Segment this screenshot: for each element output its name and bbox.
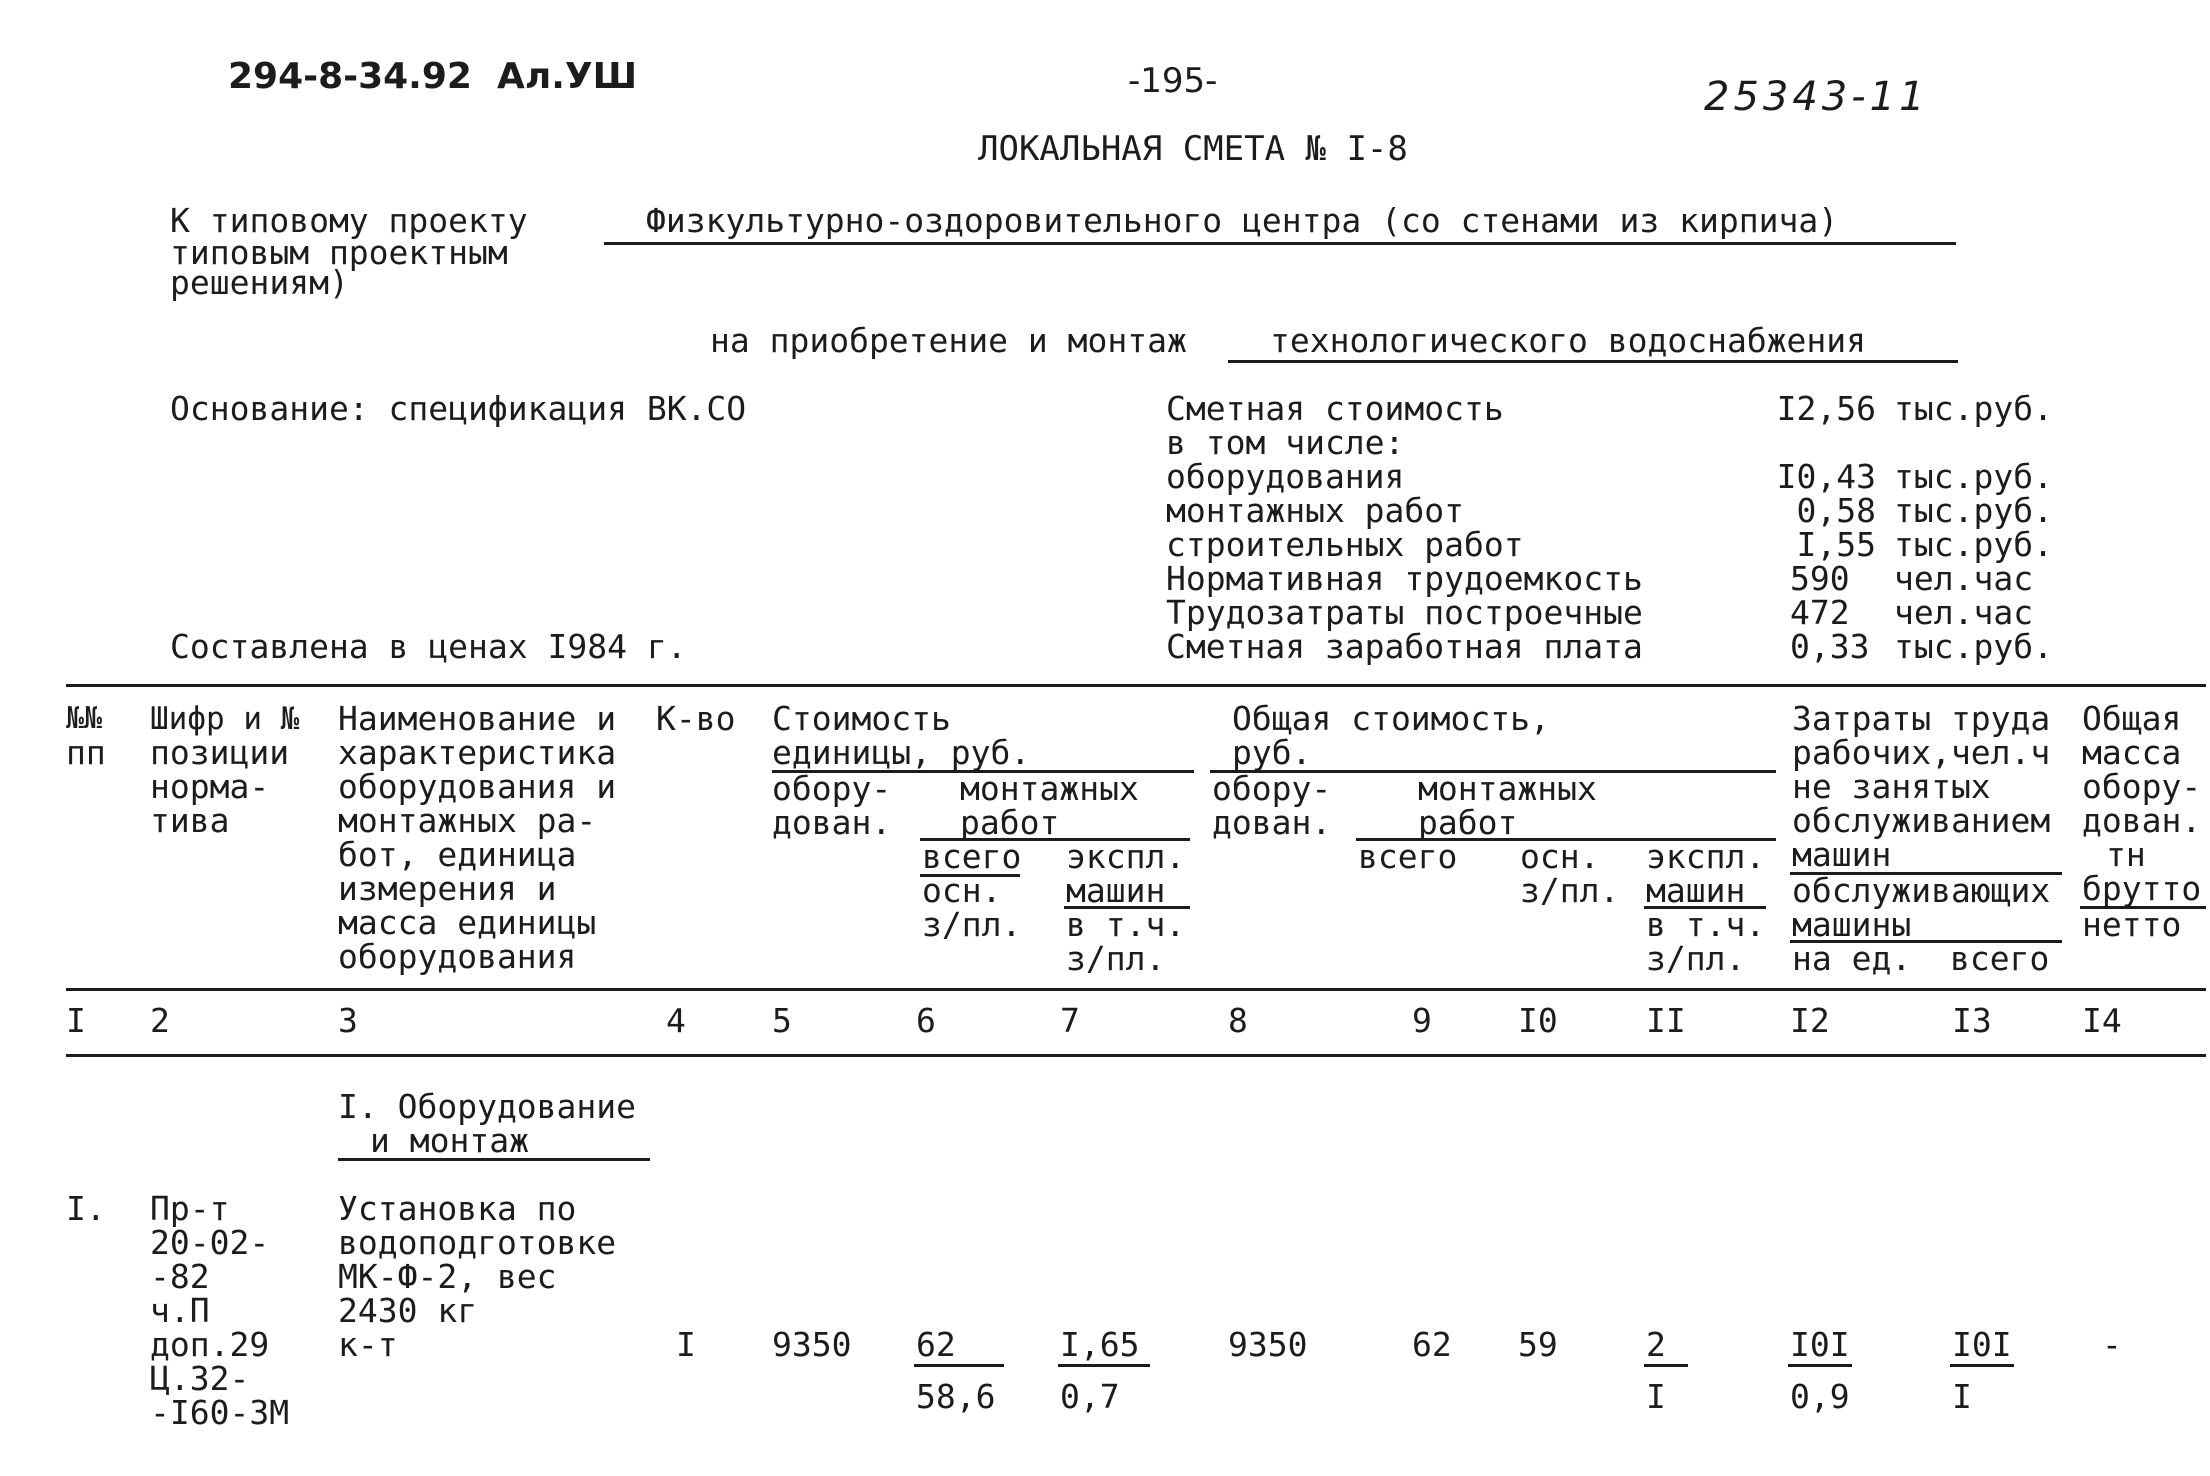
row-total-base-wage: 59 bbox=[1518, 1325, 1558, 1364]
col-number: 9 bbox=[1412, 1001, 1432, 1040]
col-number: I bbox=[66, 1001, 86, 1040]
header-unit-cost: единицы, руб. bbox=[772, 733, 1031, 772]
header-labor-per-unit: на ед. bbox=[1792, 939, 1912, 978]
col-number: 8 bbox=[1228, 1001, 1248, 1040]
row-code: Ц.32- bbox=[150, 1359, 250, 1398]
header-mass: нетто bbox=[2082, 905, 2182, 944]
cost-value: I2,56 bbox=[1776, 389, 1876, 428]
col-number: II bbox=[1646, 1001, 1686, 1040]
cost-unit: тыс.руб. bbox=[1894, 389, 2053, 428]
header-labor: обслуживанием bbox=[1792, 801, 2051, 840]
col-number: 3 bbox=[338, 1001, 358, 1040]
header-unit-mount-total: всего bbox=[922, 837, 1022, 876]
header-labor: не занятых bbox=[1792, 767, 1991, 806]
header-name: измерения и bbox=[338, 869, 557, 908]
project-name: Физкультурно-оздоровительного центра (со стенами из кирпича) bbox=[646, 201, 1839, 240]
cost-value: I,55 bbox=[1796, 525, 1876, 564]
purpose-label: на приобретение и монтаж bbox=[710, 321, 1187, 360]
row-code: -82 bbox=[150, 1257, 210, 1296]
col-number: 2 bbox=[150, 1001, 170, 1040]
section-title: I. Оборудование bbox=[338, 1087, 637, 1126]
header-total-mount-base: з/пл. bbox=[1520, 871, 1620, 910]
header-name: монтажных ра- bbox=[338, 801, 597, 840]
header-unit-mounting: работ bbox=[960, 803, 1060, 842]
header-name: оборудования и bbox=[338, 767, 617, 806]
page-number: -195- bbox=[1128, 61, 1218, 101]
cost-label: строительных работ bbox=[1166, 525, 1524, 564]
row-labor-machines-per-unit: 0,9 bbox=[1790, 1377, 1850, 1416]
header-total-mount-machines: экспл. bbox=[1646, 837, 1766, 876]
header-unit-mount-total: з/пл. bbox=[922, 905, 1022, 944]
row-code: 20-02- bbox=[150, 1223, 270, 1262]
header-labor-machines: обслуживающих bbox=[1792, 871, 2051, 910]
col-number: I2 bbox=[1790, 1001, 1830, 1040]
row-name: к-т bbox=[338, 1325, 398, 1364]
header-labor: рабочих,чел.ч bbox=[1792, 733, 2051, 772]
header-unit-mount-machines: з/пл. bbox=[1066, 939, 1166, 978]
header-name: оборудования bbox=[338, 937, 577, 976]
col-number: I0 bbox=[1518, 1001, 1558, 1040]
cost-value: 0,58 bbox=[1796, 491, 1876, 530]
header-bottom-rule bbox=[66, 988, 2206, 991]
header-code: тива bbox=[150, 801, 230, 840]
header-total-mount-machines: машин bbox=[1646, 871, 1746, 910]
section-title-underline bbox=[338, 1158, 650, 1161]
cost-value: 472 bbox=[1790, 593, 1850, 632]
header-unit-mounting: монтажных bbox=[960, 769, 1139, 808]
cost-value: I0,43 bbox=[1776, 457, 1876, 496]
row-unit-mount-base: 58,6 bbox=[916, 1377, 996, 1416]
cost-label: монтажных работ bbox=[1166, 491, 1465, 530]
row-total-machines-wage: I bbox=[1646, 1377, 1666, 1416]
row-name: МК-Ф-2, вес bbox=[338, 1257, 557, 1296]
header-quantity: К-во bbox=[656, 699, 736, 738]
row-labor-per-unit: I0I bbox=[1790, 1325, 1850, 1364]
cost-unit: тыс.руб. bbox=[1894, 627, 2053, 666]
header-labor: Затраты труда bbox=[1792, 699, 2051, 738]
header-name: Наименование и bbox=[338, 699, 617, 738]
row-mass: - bbox=[2102, 1325, 2122, 1364]
row-unit-machines-wage: 0,7 bbox=[1060, 1377, 1120, 1416]
project-label-line-3: решениям) bbox=[170, 263, 349, 302]
header-total-mount-machines: в т.ч. bbox=[1646, 905, 1766, 944]
header-code: Шифр и № bbox=[150, 701, 300, 737]
header-total-mount-total: всего bbox=[1358, 837, 1458, 876]
project-name-underline bbox=[604, 242, 1956, 245]
header-unit-mount-machines: машин bbox=[1066, 871, 1166, 910]
col-number: 7 bbox=[1060, 1001, 1080, 1040]
row-name: 2430 кг bbox=[338, 1291, 478, 1330]
header-total-mount-machines: з/пл. bbox=[1646, 939, 1746, 978]
col-number: 4 bbox=[666, 1001, 686, 1040]
cost-unit: тыс.руб. bbox=[1894, 491, 2053, 530]
header-unit-equipment: обору- bbox=[772, 769, 892, 808]
cost-unit: тыс.руб. bbox=[1894, 525, 2053, 564]
row-code: доп.29 bbox=[150, 1325, 270, 1364]
row-total-machines: 2 bbox=[1646, 1325, 1666, 1364]
col-number: I3 bbox=[1952, 1001, 1992, 1040]
purpose-value: технологического водоснабжения bbox=[1270, 321, 1867, 360]
header-mass: дован. bbox=[2082, 801, 2202, 840]
col-number: 6 bbox=[916, 1001, 936, 1040]
header-mass: тн bbox=[2106, 835, 2146, 874]
row-name: водоподготовке bbox=[338, 1223, 617, 1262]
section-title: и монтаж bbox=[370, 1121, 529, 1160]
header-unit-equipment: дован. bbox=[772, 803, 892, 842]
document-title: ЛОКАЛЬНАЯ СМЕТА № I-8 bbox=[978, 129, 1408, 169]
row-name: Установка по bbox=[338, 1189, 577, 1228]
cost-unit: чел.час bbox=[1894, 559, 2034, 598]
cost-label: Трудозатраты построечные bbox=[1166, 593, 1643, 632]
project-label-line-2: типовым проектным bbox=[170, 233, 508, 272]
row-number: I. bbox=[66, 1189, 106, 1228]
header-unit-mount-total: осн. bbox=[922, 871, 1002, 910]
row-code: -I60-3М bbox=[150, 1393, 290, 1432]
header-num: пп bbox=[66, 733, 106, 772]
header-labor-total: всего bbox=[1950, 939, 2050, 978]
project-label-line-1: К типовому проекту bbox=[170, 201, 528, 240]
row-code: Пр-т bbox=[150, 1189, 230, 1228]
prices-note: Составлена в ценах I984 г. bbox=[170, 627, 687, 666]
header-total-cost: руб. bbox=[1232, 733, 1312, 772]
header-labor-machines: машины bbox=[1792, 905, 1912, 944]
basis: Основание: спецификация ВК.СО bbox=[170, 389, 747, 428]
header-mass: Общая bbox=[2082, 699, 2182, 738]
col-number: I4 bbox=[2082, 1001, 2122, 1040]
cost-unit: чел.час bbox=[1894, 593, 2034, 632]
header-unit-mount-machines: экспл. bbox=[1066, 837, 1186, 876]
column-numbers-rule bbox=[66, 1054, 2206, 1057]
col-number: 5 bbox=[772, 1001, 792, 1040]
header-total-equipment: обору- bbox=[1212, 769, 1332, 808]
header-name: масса единицы bbox=[338, 903, 597, 942]
header-mass: брутто bbox=[2082, 869, 2202, 908]
header-total-cost: Общая стоимость, bbox=[1232, 699, 1550, 738]
cost-label: Сметная заработная плата bbox=[1166, 627, 1643, 666]
row-unit-equipment: 9350 bbox=[772, 1325, 852, 1364]
cost-value: 0,33 bbox=[1790, 627, 1870, 666]
row-unit-machines: I,65 bbox=[1060, 1325, 1140, 1364]
row-code: ч.П bbox=[150, 1291, 210, 1330]
cost-value: 590 bbox=[1790, 559, 1850, 598]
table-top-rule bbox=[66, 684, 2206, 687]
row-labor-total: I0I bbox=[1952, 1325, 2012, 1364]
header-num: №№ bbox=[66, 701, 103, 736]
row-total-equipment: 9350 bbox=[1228, 1325, 1308, 1364]
purpose-underline bbox=[1228, 360, 1958, 363]
inventory-number: 25343-11 bbox=[1704, 74, 1929, 120]
header-name: характеристика bbox=[338, 733, 617, 772]
row-labor-machines-total: I bbox=[1952, 1377, 1972, 1416]
header-labor: машин bbox=[1792, 835, 1892, 874]
header-mass: обору- bbox=[2082, 767, 2202, 806]
header-total-mounting: монтажных bbox=[1418, 769, 1597, 808]
header-mass: масса bbox=[2082, 733, 2182, 772]
cost-label: Сметная стоимость bbox=[1166, 389, 1504, 428]
row-quantity: I bbox=[676, 1325, 696, 1364]
document-code: 294-8-34.92 Ал.УШ bbox=[228, 56, 638, 97]
cost-label: в том числе: bbox=[1166, 423, 1405, 462]
header-total-mount-base: осн. bbox=[1520, 837, 1600, 876]
header-code: позиции bbox=[150, 733, 290, 772]
cost-label: оборудования bbox=[1166, 457, 1405, 496]
cost-label: Нормативная трудоемкость bbox=[1166, 559, 1643, 598]
header-code: норма- bbox=[150, 767, 270, 806]
header-total-equipment: дован. bbox=[1212, 803, 1332, 842]
header-total-mounting: работ bbox=[1418, 803, 1518, 842]
header-unit-mount-machines: в т.ч. bbox=[1066, 905, 1186, 944]
header-unit-cost: Стоимость bbox=[772, 699, 951, 738]
row-unit-mount-total: 62 bbox=[916, 1325, 956, 1364]
cost-unit: тыс.руб. bbox=[1894, 457, 2053, 496]
row-total-mounting: 62 bbox=[1412, 1325, 1452, 1364]
header-name: бот, единица bbox=[338, 835, 577, 874]
